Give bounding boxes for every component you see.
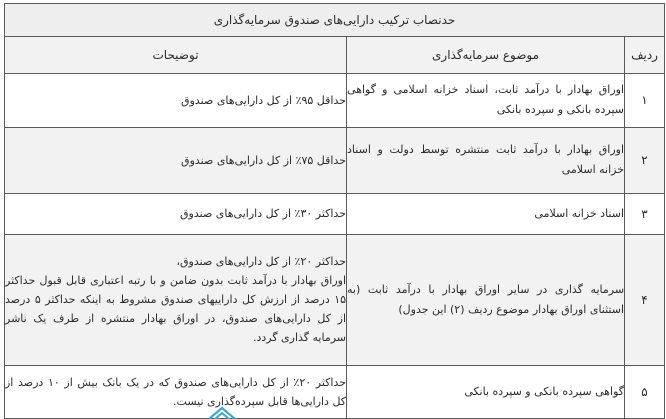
row-number: ۴ bbox=[625, 234, 665, 366]
header-subject: موضوع سرمایه‌گذاری bbox=[347, 37, 625, 74]
header-row-number: ردیف bbox=[625, 37, 665, 74]
logo-watermark-icon bbox=[207, 406, 237, 419]
row-subject: گواهی سپرده بانکی و سپرده بانکی bbox=[347, 366, 625, 419]
row-notes: حداقل ۹۵٪ از کل دارایی‌های صندوق bbox=[5, 74, 347, 128]
row-notes: حداکثر ۳۰٪ از کل دارایی‌های صندوق bbox=[5, 193, 347, 234]
table-row bbox=[5, 366, 665, 419]
row-subject: سرمایه گذاری در سایر اوراق بهادار با درآمد ثابت (به استثنای اوراق بهادار موضوع ردیف (۲) این جدول) bbox=[347, 234, 625, 366]
row-number: ۱ bbox=[625, 74, 665, 128]
row-number: ۲ bbox=[625, 127, 665, 193]
table-title-row bbox=[5, 4, 665, 37]
header-notes: توضیحات bbox=[5, 37, 347, 74]
row-number: ۳ bbox=[625, 193, 665, 234]
table-row bbox=[5, 74, 665, 128]
row-subject: اوراق بهادار با درآمد ثابت، اسناد خزانه اسلامی و گواهی سپرده بانکی و سپرده بانکی bbox=[347, 74, 625, 128]
row-notes-line1: حداکثر ۲۰٪ از کل دارایی‌های صندوق، bbox=[176, 255, 347, 269]
row-notes: حداقل ۷۵٪ از کل دارایی‌های صندوق bbox=[5, 127, 347, 193]
table-row bbox=[5, 234, 665, 366]
investment-allocation-table bbox=[4, 3, 665, 419]
table-row bbox=[5, 193, 665, 234]
row-notes bbox=[5, 234, 347, 366]
row-subject: اوراق بهادار با درآمد ثابت منتشره توسط دولت و اسناد خزانه اسلامی bbox=[347, 127, 625, 193]
table-title: حدنصاب ترکیب دارایی‌های صندوق سرمایه‌گذاری bbox=[5, 4, 665, 37]
row-number: ۵ bbox=[625, 366, 665, 419]
table-row bbox=[5, 127, 665, 193]
row-subject: اسناد خزانه اسلامی bbox=[347, 193, 625, 234]
table-header-row bbox=[5, 37, 665, 74]
row-notes: حداکثر ۲۰٪ از کل دارایی‌های صندوق که در یک بانک بیش از ۱۰ درصد از کل دارایی‌ها قابل سپرده‌گذاری نیست. bbox=[5, 366, 347, 419]
row-notes-line2: اوراق بهادار با درآمد ثابت بدون ضامن و با رتبه اعتباری قابل قبول حداکثر ۱۵ درصد از ارزش کل داراییهای صندوق مشروط به اینکه حداکثر ۵ درصد از کل دارایی‌های صندوق، در اوراق بهادار منتشره از طرف یک ناشر سرمایه گذاری گردد. bbox=[5, 274, 347, 345]
